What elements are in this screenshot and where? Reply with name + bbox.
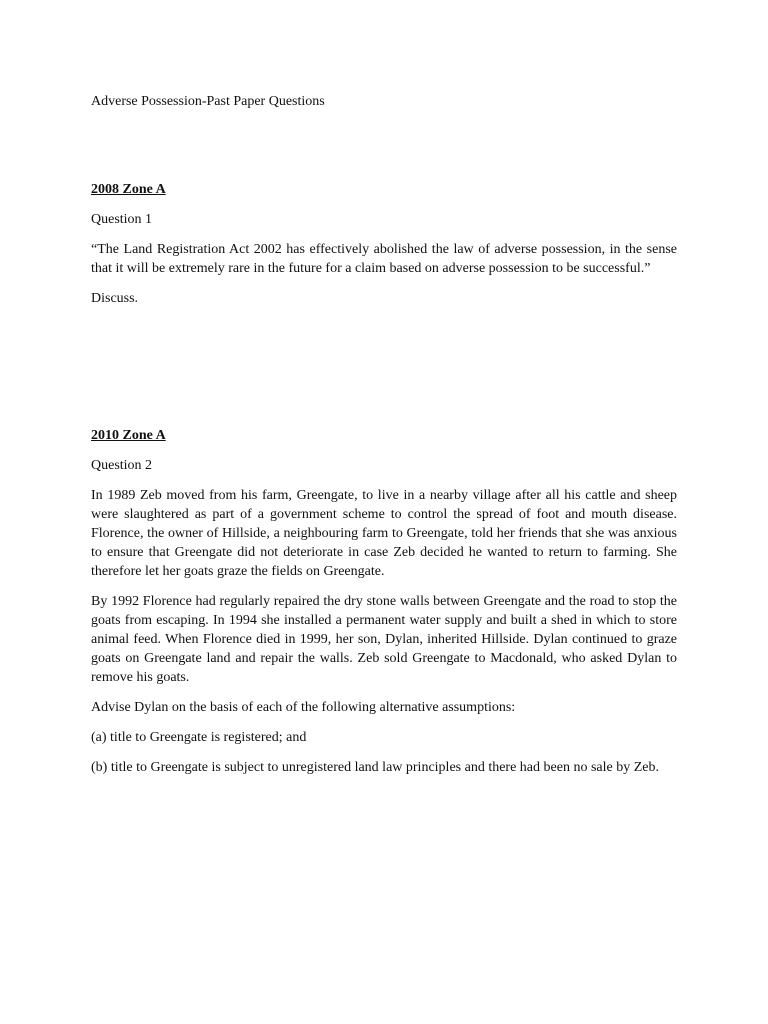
question-label: Question 2 xyxy=(91,458,153,473)
assumption-b: (b) title to Greengate is subject to unregistered land law principles and there had been no sale by Zeb. xyxy=(91,760,659,775)
assumption-a: (a) title to Greengate is registered; and xyxy=(91,730,307,745)
section-heading: 2008 Zone A xyxy=(91,182,166,197)
question-label: Question 1 xyxy=(91,212,153,227)
question-quote: “The Land Registration Act 2002 has effectively abolished the law of adverse possession, in the sense that it will be extremely rare in the future for a claim based on adverse possession to be successful.” xyxy=(91,242,677,276)
section-2010-zone-a xyxy=(91,426,677,788)
document-title: Adverse Possession-Past Paper Questions xyxy=(91,94,325,109)
question-paragraph: By 1992 Florence had regularly repaired the dry stone walls between Greengate and the road to stop the goats from escaping. In 1994 she installed a permanent water supply and built a shed in which to store animal feed. When Florence died in 1999, her son, Dylan, inherited Hillside. Dylan continued to graze goats on Greengate land and repair the walls. Zeb sold Greengate to Macdonald, who asked Dylan to remove his goats. xyxy=(91,594,677,685)
section-heading: 2010 Zone A xyxy=(91,428,166,443)
section-2008-zone-a xyxy=(91,180,677,319)
question-paragraph: In 1989 Zeb moved from his farm, Greengate, to live in a nearby village after all his cattle and sheep were slaughtered as part of a government scheme to control the spread of foot and mouth disease. Florence, the owner of Hillside, a neighbouring farm to Greengate, told her friends that she was anxious to ensure that Greengate did not deteriorate in case Zeb decided he wanted to return to farming. She therefore let her goats graze the fields on Greengate. xyxy=(91,488,677,579)
question-instruction: Discuss. xyxy=(91,291,139,306)
question-instruction: Advise Dylan on the basis of each of the following alternative assumptions: xyxy=(91,700,516,715)
